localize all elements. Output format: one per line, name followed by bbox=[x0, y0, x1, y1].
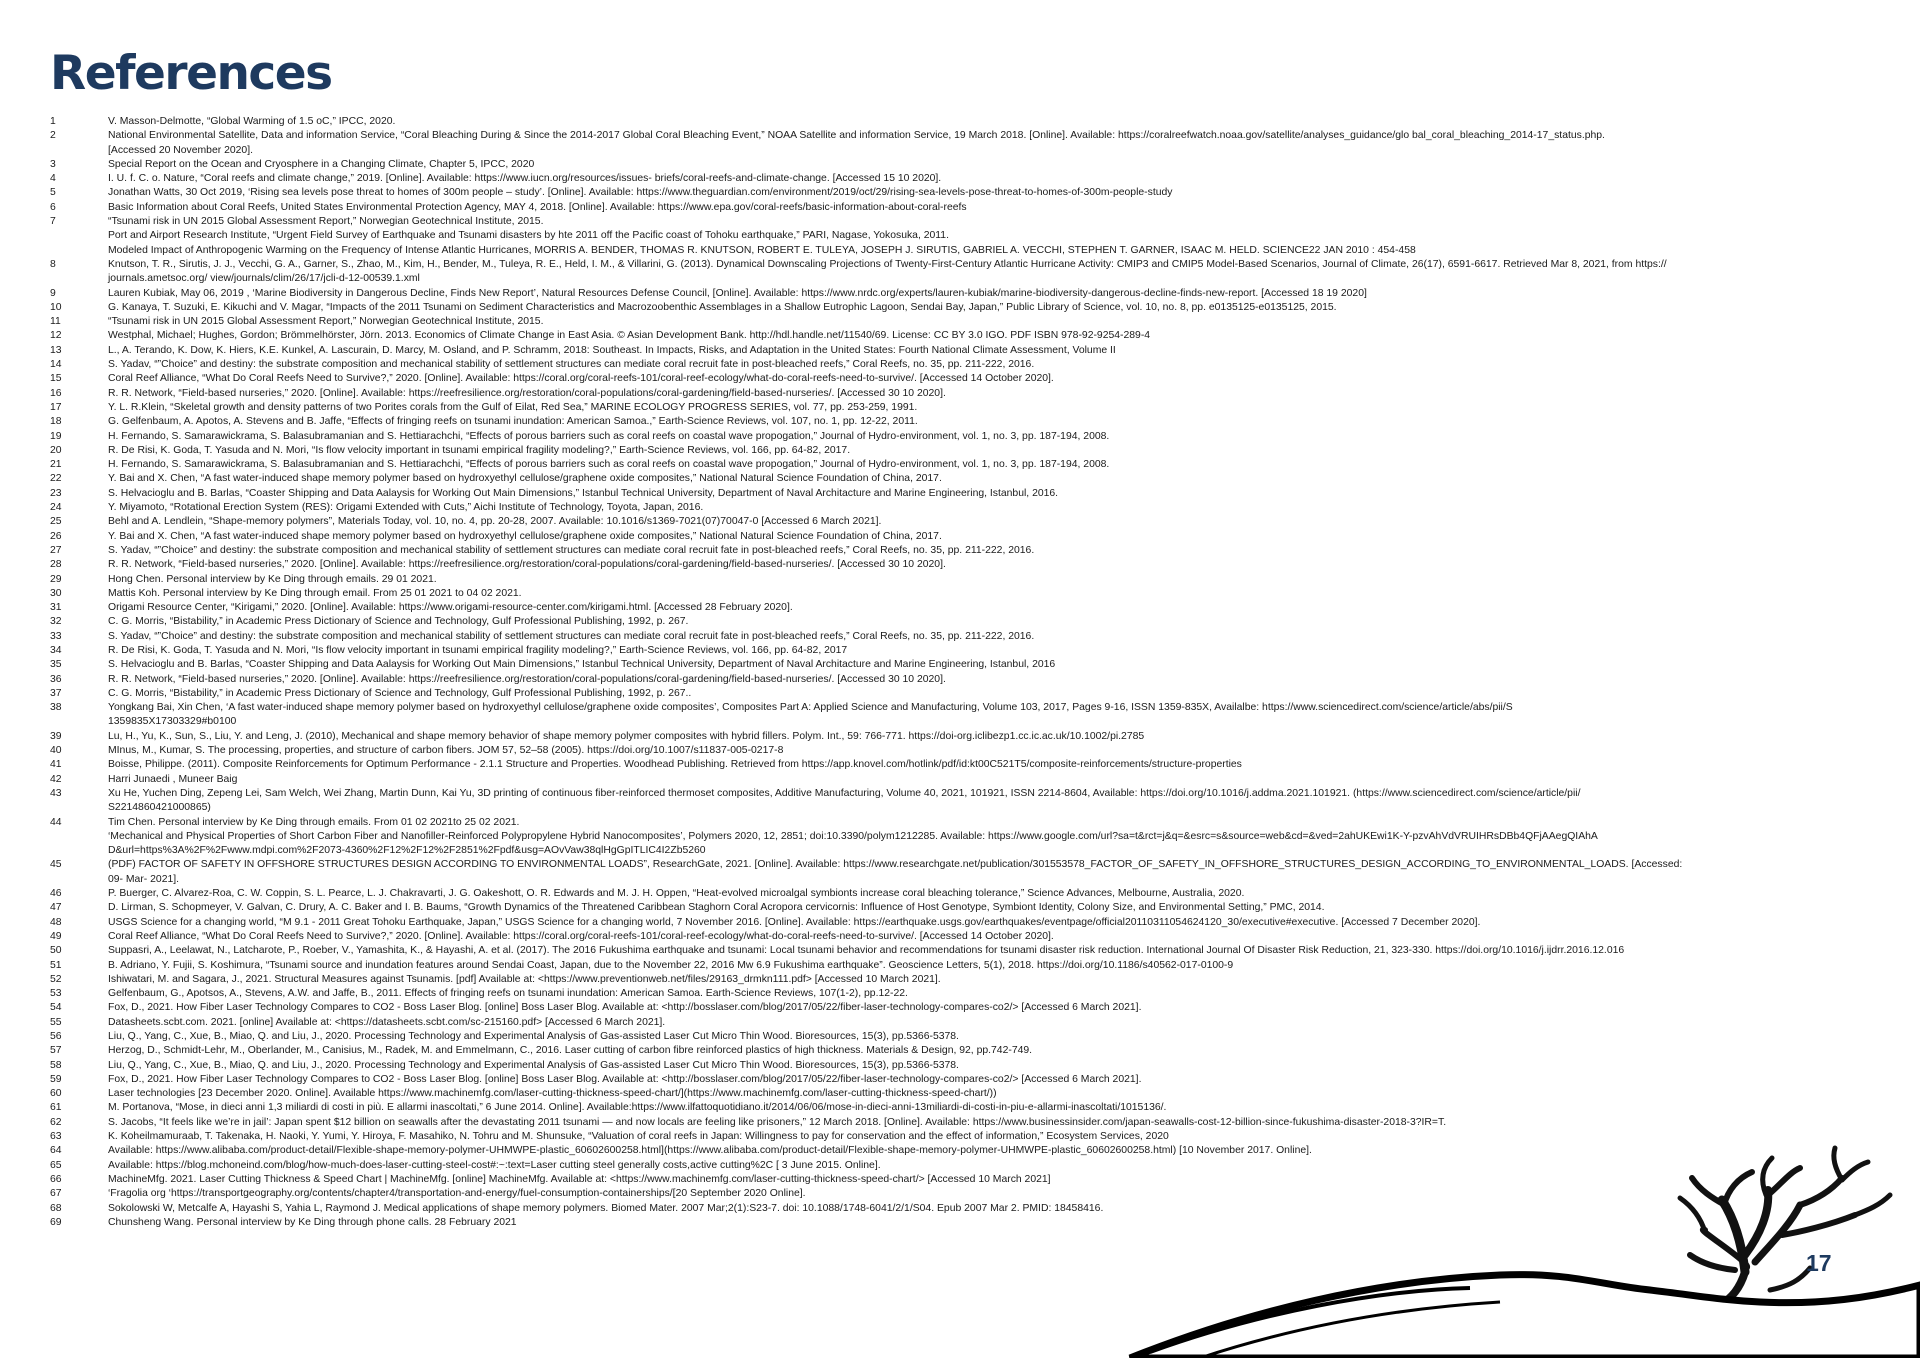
reference-text: C. G. Morris, “Bistability,” in Academic Press Dictionary of Science and Technology, Gulf Professional Publishing, 1992, p. 267. bbox=[108, 616, 689, 628]
reference-text: H. Fernando, S. Samarawickrama, S. Balasubramanian and S. Hettiarachchi, “Effects of porous barriers such as coral reefs on coastal wave propogation,” Journal of Hydro-environment, vol. 1, no. 3, pp. 187-194, 2008. bbox=[108, 430, 1110, 442]
reference-number: 45 bbox=[50, 859, 62, 871]
reference-number: 8 bbox=[50, 258, 56, 270]
page-number: 17 bbox=[1806, 1250, 1832, 1276]
reference-number: 63 bbox=[50, 1131, 62, 1143]
reference-number: 41 bbox=[50, 759, 62, 771]
reference-number: 22 bbox=[50, 473, 62, 485]
reference-number: 55 bbox=[50, 1016, 62, 1028]
reference-text: Datasheets.scbt.com. 2021. [online] Available at: <https://datasheets.scbt.com/sc-215160.pdf> [Accessed 6 March 2021]. bbox=[108, 1016, 666, 1028]
reference-text: Xu He, Yuchen Ding, Zepeng Lei, Sam Welch, Wei Zhang, Martin Dunn, Kai Yu, 3D printing of continuous fiber-reinforced thermoset composites, Additive Manufacturing, Volume 40, 2021, 101921, ISSN 2214-8604, Available: https://doi.org/10.1016/j.addma.2021.101921. (https://www.sciencedirect.com/science/article/pii/ S2214860421000865) bbox=[108, 787, 1581, 814]
reference-text: Lu, H., Yu, K., Sun, S., Liu, Y. and Leng, J. (2010), Mechanical and shape memory behavior of shape memory polymer composites with hybrid fillers. Polym. Int., 59: 766-771. https://doi-org.iclibezp1.cc.ic.ac.uk/10.1002/pi.2785 bbox=[108, 730, 1145, 742]
reference-number: 46 bbox=[50, 888, 62, 900]
reference-text: S. Jacobs, “It feels like we’re in jail’: Japan spent $12 billion on seawalls after the devastating 2011 tsunami — and now locals are feeling like prisoners,” 12 March 2018. [Online]. Available: https://www.businessinsider.com/japan-seawalls-cost-12-billion-since-fukushima-disaster-2018-3?IR=T. bbox=[108, 1116, 1447, 1128]
reference-text: Suppasri, A., Leelawat, N., Latcharote, P., Roeber, V., Yamashita, K., & Hayashi, A. et al. (2017). The 2016 Fukushima earthquake and tsunami: Local tsunami behavior and recommendations for tsunami disaster risk reduction. International Journal Of Disaster Risk Reduction, 21, 323-330. https://doi.org/10.1016/j.ijdrr.2016.12.016 bbox=[108, 945, 1625, 957]
reference-text: “Tsunami risk in UN 2015 Global Assessment Report,” Norwegian Geotechnical Institute, 2015. Port and Airport Research Institute, “Urgent Field Survey of Earthquake and Tsunami disasters by hte 2011 off the Pacific coast of Tohoku earthquake,” PARI, Nagase, Yokosuka, 2011. Modeled Impact of Anthropogenic Warming on the Frequency of Intense Atlantic Hurricanes, MORRIS A. BENDER, THOMAS R. KNUTSON, ROBERT E. TULEYA, JOSEPH J. SIRUTIS, GABRIEL A. VECCHI, STEPHEN T. GARNER, ISAAC M. HELD. SCIENCE22 JAN 2010 : 454-458 bbox=[108, 216, 1416, 256]
reference-text: S. Yadav, “”Choice” and destiny: the substrate composition and mechanical stability of settlement structures can mediate coral recruit fate in post-bleached reefs,” Coral Reefs, no. 35, pp. 211-222, 2016. bbox=[108, 359, 1035, 371]
reference-number: 23 bbox=[50, 487, 62, 499]
reference-number: 39 bbox=[50, 730, 62, 742]
reference-text: S. Helvacioglu and B. Barlas, “Coaster Shipping and Data Aalaysis for Working Out Main Dimensions,” Istanbul Technical University, Department of Naval Architacture and Marine Engineering, Istanbul, 2016. bbox=[108, 487, 1059, 499]
reference-text: Westphal, Michael; Hughes, Gordon; Brömmelhörster, Jörn. 2013. Economics of Climate Change in East Asia. © Asian Development Bank. http://hdl.handle.net/11540/69. License: CC BY 3.0 IGO. PDF ISBN 978-92-9254-289-4 bbox=[108, 330, 1151, 342]
reference-number: 37 bbox=[50, 687, 62, 699]
reference-number: 65 bbox=[50, 1159, 62, 1171]
reference-text: Liu, Q., Yang, C., Xue, B., Miao, Q. and Liu, J., 2020. Processing Technology and Experimental Analysis of Gas-assisted Laser Cut Micro Thin Wood. Bioresources, 15(3), pp.5366-5378. bbox=[108, 1031, 959, 1042]
reference-text: Sokolowski W, Metcalfe A, Hayashi S, Yahia L, Raymond J. Medical applications of shape memory polymers. Biomed Mater. 2007 Mar;2(1):S23-7. doi: 10.1088/1748-6041/2/1/S04. Epub 2007 Mar 2. PMID: 18458416. bbox=[108, 1202, 1104, 1214]
reference-number: 42 bbox=[50, 773, 62, 785]
reference-text: “Tsunami risk in UN 2015 Global Assessment Report,” Norwegian Geotechnical Institute, 2015. bbox=[108, 316, 544, 328]
reference-number: 68 bbox=[50, 1202, 62, 1214]
reference-text: Hong Chen. Personal interview by Ke Ding through emails. 29 01 2021. bbox=[108, 573, 437, 585]
reference-number: 56 bbox=[50, 1031, 62, 1042]
reference-text: Fox, D., 2021. How Fiber Laser Technology Compares to CO2 - Boss Laser Blog. [online] Boss Laser Blog. Available at: <http://bosslaser.com/blog/2017/05/22/fiber-laser-technology-compares-co2/> [Accessed 6 March 2021]. bbox=[108, 1002, 1142, 1014]
reference-text: R. De Risi, K. Goda, T. Yasuda and N. Mori, “Is flow velocity important in tsunami empirical fragility modeling?,” Earth-Science Reviews, vol. 166, pp. 64-82, 2017 bbox=[108, 644, 848, 656]
reference-text: Coral Reef Alliance, “What Do Coral Reefs Need to Survive?,” 2020. [Online]. Available: https://coral.org/coral-reefs-101/coral-reef-ecology/what-do-coral-reefs-need-to-survive/. [Accessed 14 October 2020]. bbox=[108, 373, 1054, 385]
reference-text: C. G. Morris, “Bistability,” in Academic Press Dictionary of Science and Technology, Gulf Professional Publishing, 1992, p. 267.. bbox=[108, 687, 692, 699]
reference-text: Y. Bai and X. Chen, “A fast water-induced shape memory polymer based on hydroxyethyl cellulose/graphene oxide composites,” National Natural Science Foundation of China, 2017. bbox=[108, 473, 942, 485]
reference-number: 2 bbox=[50, 130, 56, 142]
reference-text: Y. L. R.Klein, “Skeletal growth and density patterns of two Porites corals from the Gulf of Eilat, Red Sea,” MARINE ECOLOGY PROGRESS SERIES, vol. 77, pp. 253-259, 1991. bbox=[108, 401, 918, 413]
reference-text: Ishiwatari, M. and Sagara, J., 2021. Structural Measures against Tsunamis. [pdf] Available at: <https://www.preventionweb.net/files/29163_drmkn111.pdf> [Accessed 10 March 2021]. bbox=[108, 973, 941, 985]
reference-number: 62 bbox=[50, 1116, 62, 1128]
reference-text: USGS Science for a changing world, “M 9.1 - 2011 Great Tohoku Earthquake, Japan,” USGS Science for a changing world, 7 November 2016. [Online]. Available: https://earthquake.usgs.gov/earthquakes/eventpage/official20110311054624120_30/executive#executive. [Accessed 7 December 2020]. bbox=[108, 916, 1481, 928]
reference-text: G. Kanaya, T. Suzuki, E. Kikuchi and V. Magar, “Impacts of the 2011 Tsunami on Sediment Characteristics and Macrozoobenthic Assemblages in a Shallow Eutrophic Lagoon, Sendai Bay, Japan,” Public Library of Science, vol. 10, no. 8, pp. e0135125-e0135125, 2015. bbox=[108, 301, 1337, 313]
reference-number: 32 bbox=[50, 616, 62, 628]
reference-text: I. U. f. C. o. Nature, “Coral reefs and climate change,” 2019. [Online]. Available: https://www.iucn.org/resources/issues- briefs/coral-reefs-and-climate-change. [Accessed 15 10 2020]. bbox=[108, 173, 942, 185]
reference-text: (PDF) FACTOR OF SAFETY IN OFFSHORE STRUCTURES DESIGN ACCORDING TO ENVIRONMENTAL LOADS”, ResearchGate, 2021. [Online]. Available: https://www.researchgate.net/publication/301553578_FACTOR_OF_SAFETY_IN_OFFSHORE_STRUCTURES_DESIGN_ACCORDING_TO_ENVIRONMENTAL_LOADS. [Accessed: 09- Mar- 2021]. bbox=[108, 859, 1683, 885]
reference-text: B. Adriano, Y. Fujii, S. Koshimura, “Tsunami source and inundation features around Sendai Coast, Japan, due to the November 22, 2016 Mw 6.9 Fukushima earthquake”. Geoscience Letters, 5(1), 2018. https://doi.org/10.1186/s40562-017-0100-9 bbox=[108, 959, 1234, 971]
reference-number: 49 bbox=[50, 930, 62, 942]
reference-number: 48 bbox=[50, 916, 62, 928]
wave-shape bbox=[1130, 1275, 1920, 1358]
reference-text: R. De Risi, K. Goda, T. Yasuda and N. Mori, “Is flow velocity important in tsunami empirical fragility modeling?,” Earth-Science Reviews, vol. 166, pp. 64-82, 2017. bbox=[108, 444, 851, 456]
reference-number: 7 bbox=[50, 216, 56, 228]
reference-number: 1 bbox=[50, 116, 56, 127]
reference-number: 31 bbox=[50, 602, 62, 614]
reference-text: V. Masson-Delmotte, “Global Warming of 1.5 oC,” IPCC, 2020. bbox=[108, 116, 396, 127]
reference-number: 11 bbox=[50, 316, 61, 328]
reference-number: 4 bbox=[50, 173, 56, 185]
reference-text: National Environmental Satellite, Data and information Service, “Coral Bleaching During & Since the 2014-2017 Global Coral Bleaching Event,” NOAA Satellite and information Service, 19 March 2018. [Online]. Available: https://coralreefwatch.noaa.gov/satellite/analyses_guidance/glo bal_coral_bleaching_2014-17_status.php. [Accessed 20 November 2020]. bbox=[108, 130, 1605, 156]
reference-number: 53 bbox=[50, 988, 62, 1000]
reference-number: 38 bbox=[50, 702, 62, 714]
reference-text: Herzog, D., Schmidt-Lehr, M., Oberlander, M., Canisius, M., Radek, M. and Emmelmann, C., 2016. Laser cutting of carbon fibre reinforced plastics of high thickness. Materials & Design, 92, pp.742-749. bbox=[108, 1045, 1033, 1057]
reference-number: 19 bbox=[50, 430, 62, 442]
reference-number: 34 bbox=[50, 644, 62, 656]
reference-number: 25 bbox=[50, 516, 62, 528]
coral-illustration bbox=[1680, 1148, 1890, 1305]
reference-number: 20 bbox=[50, 444, 62, 456]
reference-number: 15 bbox=[50, 373, 62, 385]
reference-number: 44 bbox=[50, 816, 62, 828]
reference-number: 24 bbox=[50, 502, 62, 514]
reference-text: R. R. Network, “Field-based nurseries,” 2020. [Online]. Available: https://reefresilience.org/restoration/coral-populations/coral-gardening/field-based-nurseries/. [Accessed 30 10 2020]. bbox=[108, 673, 946, 685]
reference-number: 52 bbox=[50, 973, 62, 985]
reference-text: Harri Junaedi , Muneer Baig bbox=[108, 773, 238, 785]
reference-number: 51 bbox=[50, 959, 62, 971]
reference-number: 17 bbox=[50, 401, 62, 413]
reference-text: Coral Reef Alliance, “What Do Coral Reefs Need to Survive?,” 2020. [Online]. Available: https://coral.org/coral-reefs-101/coral-reef-ecology/what-do-coral-reefs-need-to-survive/. [Accessed 14 October 2020]. bbox=[108, 930, 1054, 942]
reference-number: 27 bbox=[50, 544, 62, 556]
reference-text: Basic Information about Coral Reefs, United States Environmental Protection Agency, MAY 4, 2018. [Online]. Available: https://www.epa.gov/coral-reefs/basic-information-about-coral-reefs bbox=[108, 201, 967, 213]
reference-text: Laser technologies [23 December 2020. Online]. Available https://www.machinemfg.com/laser-cutting-thickness-speed-chart/](https://www.machinemfg.com/laser-cutting-thickness-speed-chart/)) bbox=[108, 1088, 997, 1100]
reference-text: Available: https://blog.mchoneind.com/blog/how-much-does-laser-cutting-steel-cost#:~:text=Laser cutting steel generally costs,active cutting%2C [ 3 June 2015. Online]. bbox=[108, 1159, 881, 1171]
reference-text: Liu, Q., Yang, C., Xue, B., Miao, Q. and Liu, J., 2020. Processing Technology and Experimental Analysis of Gas-assisted Laser Cut Micro Thin Wood. Bioresources, 15(3), pp.5366-5378. bbox=[108, 1059, 959, 1071]
reference-number: 40 bbox=[50, 745, 62, 757]
reference-text: MachineMfg. 2021. Laser Cutting Thickness & Speed Chart | MachineMfg. [online] MachineMfg. Available at: <https://www.machinemfg.com/laser-cutting-thickness-speed-chart/> [Accessed 10 March 2021] bbox=[108, 1173, 1051, 1185]
reference-text: G. Gelfenbaum, A. Apotos, A. Stevens and B. Jaffe, “Effects of fringing reefs on tsunami inundation: American Samoa.,” Earth-Science Reviews, vol. 107, no. 1, pp. 12-22, 2011. bbox=[108, 416, 918, 428]
reference-text: Special Report on the Ocean and Cryosphere in a Changing Climate, Chapter 5, IPCC, 2020 bbox=[108, 158, 535, 170]
reference-text: Yongkang Bai, Xin Chen, ‘A fast water-induced shape memory polymer based on hydroxyethyl cellulose/graphene oxide composites’, Composites Part A: Applied Science and Manufacturing, Volume 103, 2017, Pages 9-16, ISSN 1359-835X, Availalbe: https://www.sciencedirect.com/science/article/abs/pii/S 1359835X17303329#b0100 bbox=[108, 702, 1513, 728]
reference-number: 57 bbox=[50, 1045, 62, 1057]
reference-number: 29 bbox=[50, 573, 62, 585]
reference-text: Available: https://www.alibaba.com/product-detail/Flexible-shape-memory-polymer-UHMWPE-plastic_60602600258.html](https://www.alibaba.com/product-detail/Flexible-shape-memory-polymer-UHMWPE-plastic_60602600258.html) [10 November 2017. Online]. bbox=[108, 1145, 1312, 1157]
reference-number: 50 bbox=[50, 945, 62, 957]
reference-text: Jonathan Watts, 30 Oct 2019, ‘Rising sea levels pose threat to homes of 300m people – study’. [Online]. Available: https://www.theguardian.com/environment/2019/oct/29/rising-sea-levels-pose-threat-to-homes-of-300m-people-study bbox=[108, 187, 1173, 199]
reference-text: Origami Resource Center, “Kirigami,” 2020. [Online]. Available: https://www.origami-resource-center.com/kirigami.html. [Accessed 28 February 2020]. bbox=[108, 602, 793, 614]
reference-text: Y. Miyamoto, “Rotational Erection System (RES): Origami Extended with Cuts,” Aichi Institute of Technology, Toyota, Japan, 2016. bbox=[108, 502, 704, 514]
reference-number: 64 bbox=[50, 1145, 62, 1157]
reference-number: 36 bbox=[50, 673, 62, 685]
reference-number: 59 bbox=[50, 1073, 62, 1085]
reference-number: 28 bbox=[50, 559, 62, 571]
reference-number: 16 bbox=[50, 387, 62, 399]
reference-text: Behl and A. Lendlein, “Shape-memory polymers”, Materials Today, vol. 10, no. 4, pp. 20-28, 2007. Available: 10.1016/s1369-7021(07)70047-0 [Accessed 6 March 2021]. bbox=[108, 516, 882, 528]
reference-text: Gelfenbaum, G., Apotsos, A., Stevens, A.W. and Jaffe, B., 2011. Effects of fringing reefs on tsunami inundation: American Samoa. Earth-Science Reviews, 107(1-2), pp.12-22. bbox=[108, 988, 908, 1000]
reference-number: 47 bbox=[50, 902, 62, 914]
reference-number: 33 bbox=[50, 630, 62, 642]
reference-text: S. Yadav, “”Choice” and destiny: the substrate composition and mechanical stability of settlement structures can mediate coral recruit fate in post-bleached reefs,” Coral Reefs, no. 35, pp. 211-222, 2016. bbox=[108, 544, 1035, 556]
reference-text: Fox, D., 2021. How Fiber Laser Technology Compares to CO2 - Boss Laser Blog. [online] Boss Laser Blog. Available at: <http://bosslaser.com/blog/2017/05/22/fiber-laser-technology-compares-co2/> [Accessed 6 March 2021]. bbox=[108, 1073, 1142, 1085]
reference-number: 35 bbox=[50, 659, 62, 671]
reference-text: H. Fernando, S. Samarawickrama, S. Balasubramanian and S. Hettiarachchi, “Effects of porous barriers such as coral reefs on coastal wave propogation,” Journal of Hydro-environment, vol. 1, no. 3, pp. 187-194, 2008. bbox=[108, 459, 1110, 471]
reference-number: 10 bbox=[50, 301, 62, 313]
reference-number: 13 bbox=[50, 344, 62, 356]
reference-text: K. Koheilmamuraab, T. Takenaka, H. Naoki, Y. Yumi, Y. Hiroya, F. Masahiko, N. Tohru and M. Shunsuke, “Valuation of coral reefs in Japan: Willingness to pay for conservation and the effect of information,” Ecosystem Services, 2020 bbox=[108, 1131, 1169, 1143]
reference-number: 12 bbox=[50, 330, 62, 342]
reference-text: R. R. Network, “Field-based nurseries,” 2020. [Online]. Available: https://reefresilience.org/restoration/coral-populations/coral-gardening/field-based-nurseries/. [Accessed 30 10 2020]. bbox=[108, 559, 946, 571]
reference-number: 67 bbox=[50, 1188, 62, 1200]
reference-text: L., A. Terando, K. Dow, K. Hiers, K.E. Kunkel, A. Lascurain, D. Marcy, M. Osland, and P. Schramm, 2018: Southeast. In Impacts, Risks, and Adaptation in the United States: Fourth National Climate Assessment, Volume II bbox=[108, 344, 1116, 356]
reference-number: 26 bbox=[50, 530, 62, 542]
reference-text: Tim Chen. Personal interview by Ke Ding through emails. From 01 02 2021to 25 02 2021. ‘Mechanical and Physical Properties of Short Carbon Fiber and Nanofiller-Reinforced Polypropylene Hybrid Nanocomposites’, Polymers 2020, 12, 2851; doi:10.3390/polym1212285. Available: https://www.google.com/url?sa=t&rct=j&q=&esrc=s&source=web&cd=&ved=2ahUKEwi1K-Y-pzvAhVdVRUIHRsDBb4QFjAAegQIAhA D&url=https%3A%2F%2Fwww.mdpi.com%2F2073-4360%2F12%2F12%2F2851%2Fpdf&usg=AOvVaw38qlHgGpITLIC4I2Zb5260 bbox=[108, 816, 1598, 857]
reference-number: 6 bbox=[50, 201, 56, 213]
reference-number: 14 bbox=[50, 359, 62, 371]
reference-number: 5 bbox=[50, 187, 56, 199]
reference-number: 3 bbox=[50, 158, 56, 170]
reference-number: 61 bbox=[50, 1102, 62, 1114]
reference-number: 58 bbox=[50, 1059, 62, 1071]
reference-number: 66 bbox=[50, 1173, 62, 1185]
page-title: References bbox=[50, 46, 332, 101]
reference-text: S. Yadav, “”Choice” and destiny: the substrate composition and mechanical stability of settlement structures can mediate coral recruit fate in post-bleached reefs,” Coral Reefs, no. 35, pp. 211-222, 2016. bbox=[108, 630, 1035, 642]
reference-text: Y. Bai and X. Chen, “A fast water-induced shape memory polymer based on hydroxyethyl cellulose/graphene oxide composites,” National Natural Science Foundation of China, 2017. bbox=[108, 530, 942, 542]
reference-number: 60 bbox=[50, 1088, 62, 1100]
reference-text: Mattis Koh. Personal interview by Ke Ding through email. From 25 01 2021 to 04 02 2021. bbox=[108, 587, 522, 599]
reference-number: 21 bbox=[50, 459, 62, 471]
reference-number: 54 bbox=[50, 1002, 62, 1014]
reference-text: P. Buerger, C. Alvarez-Roa, C. W. Coppin, S. L. Pearce, L. J. Chakravarti, J. G. Oakeshott, O. R. Edwards and M. J. H. Oppen, “Heat-evolved microalgal symbionts increase coral bleaching tolerance,” Science Advances, Melbourne, Australia, 2020. bbox=[108, 888, 1245, 900]
reference-number: 69 bbox=[50, 1216, 62, 1228]
reference-text: S. Helvacioglu and B. Barlas, “Coaster Shipping and Data Aalaysis for Working Out Main Dimensions,” Istanbul Technical University, Department of Naval Architacture and Marine Engineering, Istanbul, 2016 bbox=[108, 659, 1056, 671]
reference-number: 30 bbox=[50, 587, 62, 599]
reference-text: Chunsheng Wang. Personal interview by Ke Ding through phone calls. 28 February 2021 bbox=[108, 1216, 517, 1228]
reference-number: 18 bbox=[50, 416, 62, 428]
reference-text: M. Portanova, “Mose, in dieci anni 1,3 miliardi di costi in più. E allarmi inascoltati,” 6 June 2014. Online]. Available:https://www.ilfattoquotidiano.it/2014/06/06/mose-in-dieci-anni-13miliardi-di-costi-in-piu-e-allarmi-inascoltati/1015136/. bbox=[108, 1102, 1167, 1114]
reference-text: MInus, M., Kumar, S. The processing, properties, and structure of carbon fibers. JOM 57, 52–58 (2005). https://doi.org/10.1007/s11837-005-0217-8 bbox=[108, 745, 784, 757]
reference-text: ‘Fragolia org ‘https://transportgeography.org/contents/chapter4/transportation-and-energy/fuel-consumption-containerships/[20 September 2020 Online]. bbox=[108, 1188, 806, 1200]
reference-text: Knutson, T. R., Sirutis, J. J., Vecchi, G. A., Garner, S., Zhao, M., Kim, H., Bender, M., Tuleya, R. E., Held, I. M., & Villarini, G. (2013). Dynamical Downscaling Projections of Twenty-First-Century Atlantic Hurricane Activity: CMIP3 and CMIP5 Model-Based Scenarios, Journal of Climate, 26(17), 6591-6617. Retrieved Mar 8, 2021, from https:// journals.ametsoc.org/ view/journals/clim/26/17/jcli-d-12-00539.1.xml bbox=[108, 258, 1667, 285]
reference-number: 9 bbox=[50, 287, 56, 299]
reference-number: 43 bbox=[50, 787, 62, 799]
reference-text: D. Lirman, S. Schopmeyer, V. Galvan, C. Drury, A. C. Baker and I. B. Baums, “Growth Dynamics of the Threatened Caribbean Staghorn Coral Acropora cervicornis: Influence of Host Genotype, Symbiont Identity, Colony Size, and Environmental Setting,” PMC, 2014. bbox=[108, 902, 1325, 914]
reference-text: Lauren Kubiak, May 06, 2019 , ‘Marine Biodiversity in Dangerous Decline, Finds New Report’, Natural Resources Defense Council, [Online]. Available: https://www.nrdc.org/experts/lauren-kubiak/marine-biodiversity-dangerous-decline-finds-new-report. [Accessed 18 19 2020] bbox=[108, 287, 1367, 299]
reference-text: R. R. Network, “Field-based nurseries,” 2020. [Online]. Available: https://reefresilience.org/restoration/coral-populations/coral-gardening/field-based-nurseries/. [Accessed 30 10 2020]. bbox=[108, 387, 946, 399]
reference-text: Boisse, Philippe. (2011). Composite Reinforcements for Optimum Performance - 2.1.1 Structure and Properties. Woodhead Publishing. Retrieved from https://app.knovel.com/hotlink/pdf/id:kt00C521T5/composite-reinforcements/structure-properties bbox=[108, 759, 1242, 771]
